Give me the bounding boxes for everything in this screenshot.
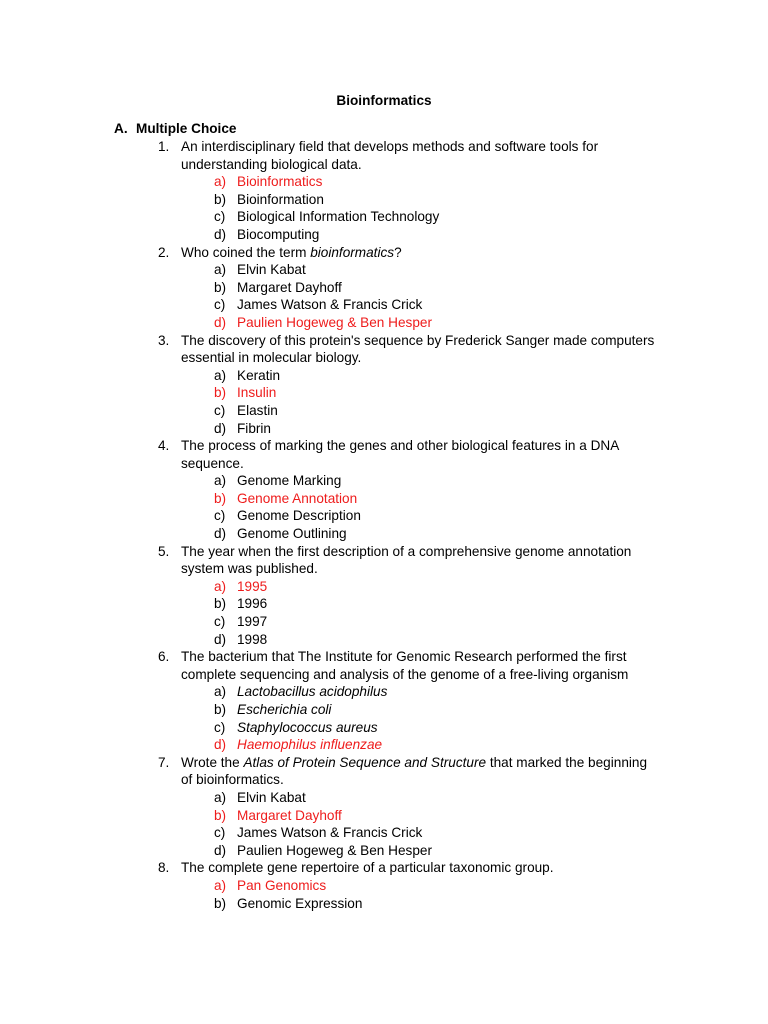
answer-option xyxy=(0,402,768,420)
option-text: Genome Annotation xyxy=(237,490,358,506)
answer-options xyxy=(0,472,768,542)
option-text: Elvin Kabat xyxy=(237,789,306,805)
question-text xyxy=(0,859,661,877)
question-text xyxy=(0,437,661,472)
answer-options xyxy=(0,877,768,912)
answer-option xyxy=(0,895,768,913)
answer-option-correct xyxy=(0,314,768,332)
question-list xyxy=(0,138,768,912)
option-letter: c) xyxy=(214,209,226,225)
question-item xyxy=(0,437,768,543)
option-letter: c) xyxy=(214,402,226,418)
option-text: Elastin xyxy=(237,402,278,418)
option-letter: b) xyxy=(214,895,227,911)
option-text: Bioinformatics xyxy=(237,174,323,190)
answer-option xyxy=(0,789,768,807)
answer-option xyxy=(0,719,768,737)
option-text: 1996 xyxy=(237,596,268,612)
answer-options xyxy=(0,683,768,753)
answer-option xyxy=(0,507,768,525)
question-item xyxy=(0,244,768,332)
answer-option-correct xyxy=(0,490,768,508)
answer-option xyxy=(0,595,768,613)
option-text: Margaret Dayhoff xyxy=(237,279,342,295)
question-number: 4. xyxy=(158,438,170,454)
option-letter: a) xyxy=(214,578,227,594)
question-text-italic: Atlas of Protein Sequence and Structure xyxy=(243,754,487,770)
option-letter: c) xyxy=(214,614,226,630)
option-letter: c) xyxy=(214,508,226,524)
option-letter: d) xyxy=(214,737,227,753)
answer-option xyxy=(0,631,768,649)
option-text: Genome Outlining xyxy=(237,526,347,542)
option-letter: b) xyxy=(214,279,227,295)
answer-option xyxy=(0,261,768,279)
question-text-part: ? xyxy=(394,244,402,260)
option-text: 1997 xyxy=(237,614,268,630)
answer-option xyxy=(0,367,768,385)
option-text: Fibrin xyxy=(237,420,271,436)
question-text-part: The discovery of this protein's sequence by Frederick Sanger made computers essential in molecular biology. xyxy=(181,332,655,366)
question-text-part: Who coined the term xyxy=(181,244,311,260)
option-letter: d) xyxy=(214,314,227,330)
option-text: Keratin xyxy=(237,367,281,383)
option-letter: b) xyxy=(214,191,227,207)
question-text-part: The complete gene repertoire of a particular taxonomic group. xyxy=(181,860,554,876)
answer-option xyxy=(0,824,768,842)
question-text xyxy=(0,754,661,789)
question-item xyxy=(0,859,768,912)
option-letter: b) xyxy=(214,490,227,506)
answer-option-correct xyxy=(0,384,768,402)
question-item xyxy=(0,543,768,649)
option-text: Insulin xyxy=(237,385,277,401)
option-text: Paulien Hogeweg & Ben Hesper xyxy=(237,842,432,858)
answer-option xyxy=(0,191,768,209)
answer-option-correct xyxy=(0,578,768,596)
option-text: James Watson & Francis Crick xyxy=(237,297,423,313)
section-letter: A. xyxy=(114,121,128,136)
question-text xyxy=(0,543,661,578)
option-text: 1995 xyxy=(237,578,268,594)
option-text: Margaret Dayhoff xyxy=(237,807,342,823)
option-text: Genome Description xyxy=(237,508,361,524)
section-heading xyxy=(114,120,236,138)
question-text xyxy=(0,332,661,367)
document-title: Bioinformatics xyxy=(336,93,432,108)
option-text: Elvin Kabat xyxy=(237,262,306,278)
question-item xyxy=(0,332,768,438)
answer-option xyxy=(0,208,768,226)
question-number: 2. xyxy=(158,244,170,260)
answer-option xyxy=(0,420,768,438)
option-text: Paulien Hogeweg & Ben Hesper xyxy=(237,314,432,330)
answer-option xyxy=(0,683,768,701)
question-text-italic: bioinformatics xyxy=(310,244,395,260)
question-text-part: An interdisciplinary field that develops methods and software tools for understanding biological data. xyxy=(181,139,599,172)
option-text: James Watson & Francis Crick xyxy=(237,825,423,841)
option-text: Biological Information Technology xyxy=(237,209,440,225)
section-heading-text: Multiple Choice xyxy=(136,121,237,136)
answer-option-correct xyxy=(0,736,768,754)
answer-option xyxy=(0,701,768,719)
question-text xyxy=(0,138,661,173)
option-letter: b) xyxy=(214,702,227,717)
option-text: Staphylococcus aureus xyxy=(237,719,378,735)
option-letter: d) xyxy=(214,631,227,647)
answer-options xyxy=(0,789,768,859)
option-letter: c) xyxy=(214,719,226,735)
question-text-part: The bacterium that The Institute for Genomic Research performed the first complete sequencing and analysis of the genome of a free-living organism xyxy=(181,649,629,682)
option-text: Escherichia coli xyxy=(237,702,332,717)
option-letter: a) xyxy=(214,789,227,805)
option-text: Lactobacillus acidophilus xyxy=(237,684,388,700)
option-letter: d) xyxy=(214,526,227,542)
question-number: 5. xyxy=(158,543,170,559)
option-text: Bioinformation xyxy=(237,191,324,207)
question-number: 3. xyxy=(158,332,170,348)
option-letter: c) xyxy=(214,825,226,841)
question-item xyxy=(0,648,768,754)
question-number: 8. xyxy=(158,860,170,876)
option-letter: d) xyxy=(214,420,227,436)
question-text-part: The process of marking the genes and other biological features in a DNA sequence. xyxy=(181,438,619,471)
answer-option-correct xyxy=(0,173,768,191)
answer-option xyxy=(0,472,768,490)
question-text-part: Wrote the xyxy=(181,754,244,770)
option-letter: b) xyxy=(214,596,227,612)
option-letter: d) xyxy=(214,226,227,242)
question-text xyxy=(0,648,661,683)
option-letter: a) xyxy=(214,174,227,190)
answer-option xyxy=(0,842,768,860)
option-letter: a) xyxy=(214,473,227,489)
option-letter: a) xyxy=(214,367,227,383)
option-text: 1998 xyxy=(237,631,268,647)
option-letter: a) xyxy=(214,877,227,893)
option-letter: d) xyxy=(214,842,227,858)
question-number: 1. xyxy=(158,139,170,154)
answer-option xyxy=(0,296,768,314)
answer-option xyxy=(0,279,768,297)
answer-options xyxy=(0,578,768,648)
question-item xyxy=(0,138,768,244)
answer-option-correct xyxy=(0,877,768,895)
option-letter: a) xyxy=(214,262,227,278)
option-letter: a) xyxy=(214,684,227,700)
question-text-part: The year when the first description of a comprehensive genome annotation system was published. xyxy=(181,543,632,577)
option-text: Biocomputing xyxy=(237,226,320,242)
option-text: Genome Marking xyxy=(237,473,342,489)
answer-option xyxy=(0,525,768,543)
answer-option xyxy=(0,613,768,631)
option-letter: b) xyxy=(214,385,227,401)
question-text xyxy=(0,244,661,262)
option-letter: b) xyxy=(214,807,227,823)
question-text-part: that marked the beginning of bioinformatics. xyxy=(181,754,648,788)
question-number: 7. xyxy=(158,754,170,770)
answer-option xyxy=(0,226,768,244)
option-letter: c) xyxy=(214,297,226,313)
question-number: 6. xyxy=(158,649,170,665)
option-text: Genomic Expression xyxy=(237,895,363,911)
option-text: Haemophilus influenzae xyxy=(237,737,383,753)
option-text: Pan Genomics xyxy=(237,877,327,893)
answer-options xyxy=(0,367,768,437)
question-item xyxy=(0,754,768,860)
answer-options xyxy=(0,261,768,331)
answer-option-correct xyxy=(0,807,768,825)
answer-options xyxy=(0,173,768,243)
